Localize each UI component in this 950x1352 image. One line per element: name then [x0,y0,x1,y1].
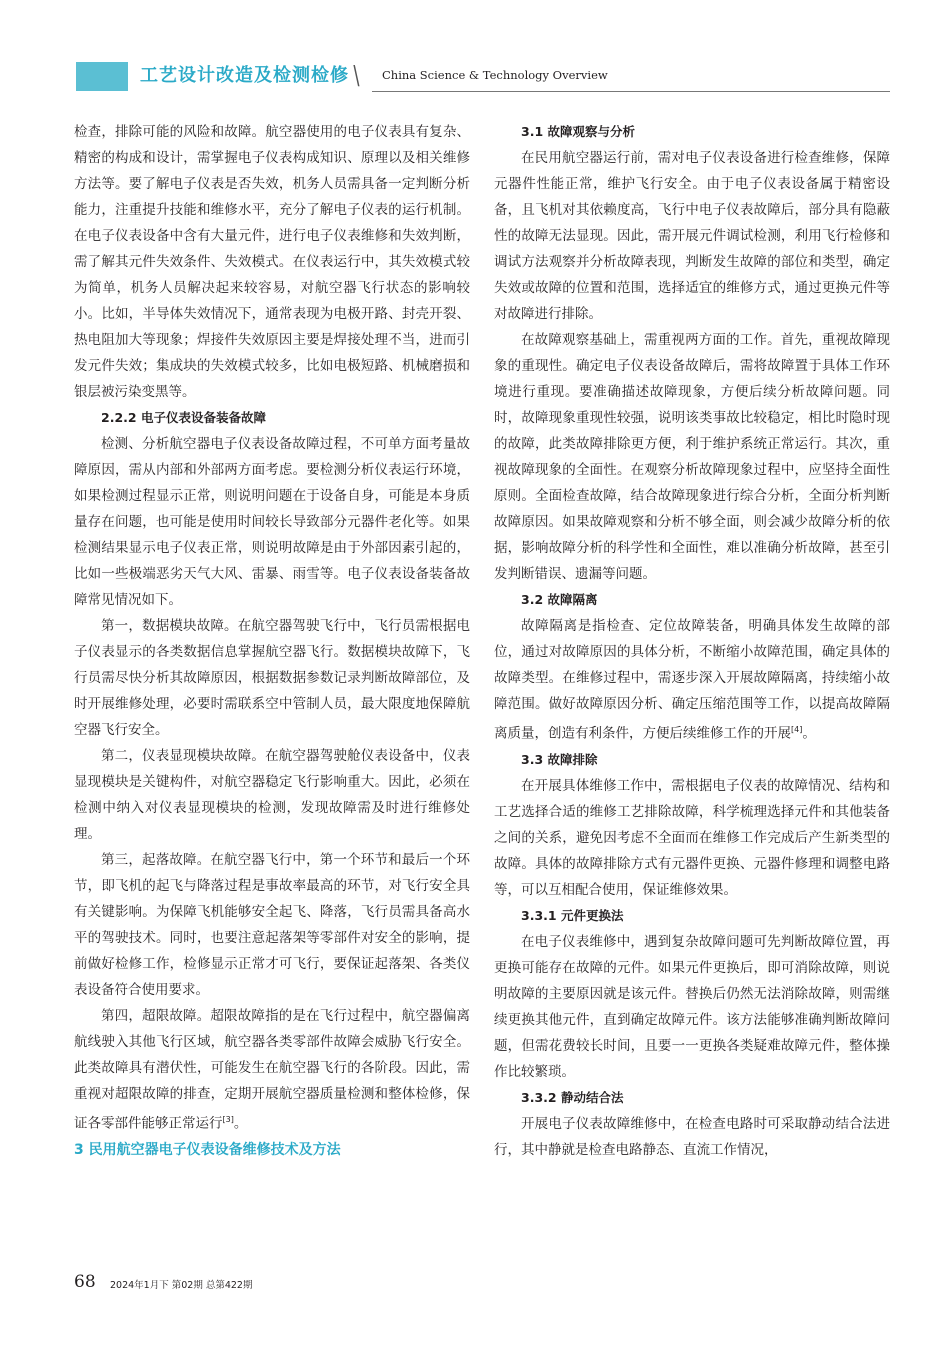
paragraph-text: 第四，超限故障。超限故障指的是在飞行过程中，航空器偏离航线驶入其他飞行区域，航空器各类零部件故障会威胁飞行安全。此类故障具有潜伏性，可能发生在航空器飞行的各阶段。因此，需重视对超限故障的排查，定期开展航空器质量检测和整体检修，保证各零部件能够正常运行 [74,1008,470,1132]
subsection-heading-3-3-1: 3.3.1 元件更换法 [521,907,624,923]
right-column [494,119,890,1163]
section-title: 工艺设计改造及检测检修 [140,65,349,86]
header-divider-slash: \ [353,61,360,91]
paragraph: 开展电子仪表故障维修中，在检查电路时可采取静动结合法进行，其中静就是检查电路静态、直流工作情况， [494,1115,890,1158]
paragraph: 检查，排除可能的风险和故障。航空器使用的电子仪表具有复杂、精密的构成和设计，需掌握电子仪表构成知识、原理以及相关维修方法等。要了解电子仪表是否失效，机务人员需具备一定判断分析能力，注重提升技能和维修水平，充分了解电子仪表的运行机制。在电子仪表设备中含有大量元件，进行电子仪表维修和失效判断，需了解其元件失效条件、失效模式。在仪表运行中，其失效模式较为简单，机务人员解决起来较容易，对航空器飞行状态的影响较小。比如，半导体失效情况下，通常表现为电极开路、封壳开裂、热电阻加大等现象；焊接件失效原因主要是焊接处理不当，进而引发元件失效；集成块的失效模式较多，比如电极短路、机械磨损和银层被污染变黑等。 [74,124,470,400]
paragraph-end: 。 [802,725,816,742]
section-heading-3: 3 民用航空器电子仪表设备维修技术及方法 [74,1141,341,1158]
paragraph: 第一，数据模块故障。在航空器驾驶飞行中，飞行员需根据电子仪表显示的各类数据信息掌握航空器飞行。数据模块故障下，飞行员需尽快分析其故障原因，根据数据参数记录判断故障部位，及时开展维修处理，必要时需联系空中管制人员，最大限度地保障航空器飞行安全。 [74,618,470,738]
citation-ref: [4] [791,725,803,734]
left-column [74,119,470,1163]
paragraph-end: 。 [233,1115,248,1132]
subsection-heading-2-2-2: 2.2.2 电子仪表设备装备故障 [101,410,266,425]
paragraph [494,613,890,747]
paragraph: 在开展具体维修工作中，需根据电子仪表的故障情况、结构和工艺选择合适的维修工艺排除故障，科学梳理选择元件和其他装备之间的关系，避免因考虑不全面而在维修工作完成后产生新类型的故障。具体的故障排除方式有元器件更换、元器件修理和调整电路等，可以互相配合使用，保证维修效果。 [494,777,890,898]
paragraph: 第二，仪表显现模块故障。在航空器驾驶舱仪表设备中，仪表显现模块是关键构件，对航空器稳定飞行影响重大。因此，必须在检测中纳入对仪表显现模块的检测，发现故障需及时进行维修处理。 [74,748,470,842]
issue-info: 2024年1月下 第02期 总第422期 [110,1280,253,1291]
paragraph: 第三，起落故障。在航空器飞行中，第一个环节和最后一个环节，即飞机的起飞与降落过程是事故率最高的环节，对飞行安全具有关键影响。为保障飞机能够安全起飞、降落，飞行员需具备高水平的驾驶技术。同时，也要注意起落架等零部件对安全的影响，提前做好检修工作，检修显示正常才可飞行，要保证起落架、各类仪表设备符合使用要求。 [74,852,470,998]
subsection-heading-3-1: 3.1 故障观察与分析 [521,124,635,139]
paragraph [74,1003,470,1137]
header-rule [372,91,890,92]
subsection-heading-3-3-2: 3.3.2 静动结合法 [521,1089,624,1105]
paragraph: 在故障观察基础上，需重视两方面的工作。首先，重视故障现象的重现性。确定电子仪表设备故障后，需将故障置于具体工作环境进行重现。要准确描述故障现象，方便后续分析故障问题。同时，故障现象重现性较强，说明该类事故比较稳定，相比时隐时现的故障，此类故障排除更方便，利于维护系统正常运行。其次，重视故障现象的全面性。在观察分析故障现象过程中，应坚持全面性原则。全面检查故障，结合故障现象进行综合分析，全面分析判断故障原因。如果故障观察和分析不够全面，则会减少故障分析的依据，影响故障分析的科学性和全面性，难以准确分析故障，甚至引发判断错误、遗漏等问题。 [494,332,890,582]
paragraph: 检测、分析航空器电子仪表设备故障过程，不可单方面考量故障原因，需从内部和外部两方面考虑。要检测分析仪表运行环境，如果检测过程显示正常，则说明问题在于设备自身，可能是本身质量存在问题，也可能是使用时间较长导致部分元器件老化等。如果检测结果显示电子仪表正常，则说明故障是由于外部因素引起的，比如一些极端恶劣天气大风、雷暴、雨雪等。电子仪表设备装备故障常见情况如下。 [74,436,470,608]
paragraph: 在电子仪表维修中，遇到复杂故障问题可先判断故障位置，再更换可能存在故障的元件。如果元件更换后，即可消除故障，则说明故障的主要原因就是该元件。替换后仍然无法消除故障，则需继续更换其他元件，直到确定故障元件。该方法能够准确判断故障问题，但需花费较长时间，且要一一更换各类疑难故障元件，整体操作比较繁琐。 [494,933,890,1080]
page-number: 68 [74,1272,96,1292]
paragraph: 在民用航空器运行前，需对电子仪表设备进行检查维修，保障元器件性能正常，维护飞行安全。由于电子仪表设备属于精密设备，且飞机对其依赖度高，飞行中电子仪表故障后，部分具有隐蔽性的故障无法显现。因此，需开展元件调试检测，利用飞行检修和调试方法观察并分析故障表现，判断发生故障的部位和类型，确定失效或故障的位置和范围，选择适宜的维修方式，通过更换元件等对故障进行排除。 [494,150,890,322]
paragraph-text: 故障隔离是指检查、定位故障装备，明确具体发生故障的部位，通过对故障原因的具体分析，不断缩小故障范围，确定具体的故障类型。在维修过程中，需逐步深入开展故障隔离，持续缩小故障范围。做好故障原因分析、确定压缩范围等工作，以提高故障隔离质量，创造有利条件，方便后续维修工作的开展 [494,618,890,742]
header-color-block [76,62,128,91]
subsection-heading-3-3: 3.3 故障排除 [521,751,598,767]
subsection-heading-3-2: 3.2 故障隔离 [521,592,598,607]
citation-ref: [3] [222,1115,234,1124]
journal-name: China Science & Technology Overview [382,68,608,82]
